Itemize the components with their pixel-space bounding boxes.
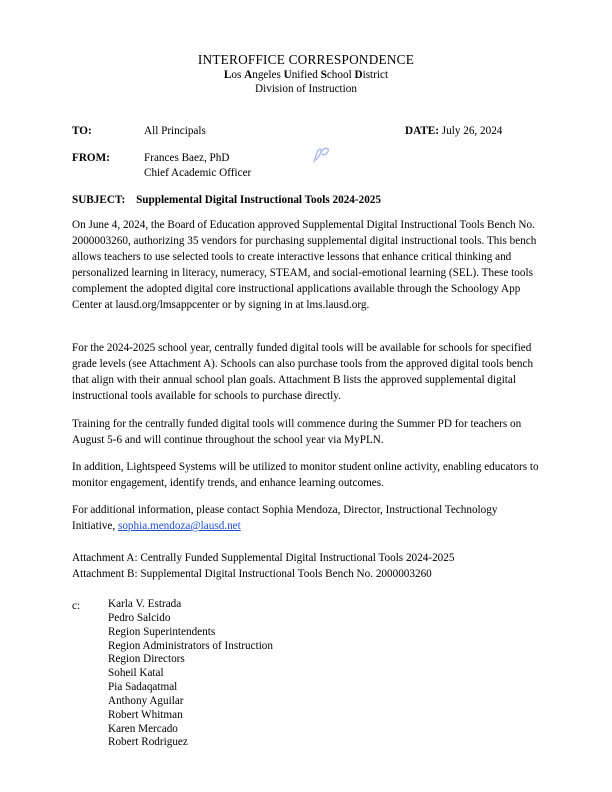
letterhead <box>0 52 612 96</box>
cc-names <box>108 598 368 750</box>
from-title: Chief Academic Officer <box>144 167 252 179</box>
to-label: TO: <box>72 125 92 137</box>
cc-name: Robert Rodriguez <box>108 736 188 749</box>
org-word: os <box>231 69 245 81</box>
body-paragraph-2: For the 2024-2025 school year, centrally funded digital tools will be available for schools for specified grade levels (see Attachment A). Schools can also purchase tools from the approved digital tools bench that align with their annual school plan goals. Attachment B lists the approved supplemental digital instructional tools available for schools to purchase directly. <box>72 342 534 402</box>
body-paragraph-5 <box>72 502 542 534</box>
org-letter: U <box>283 69 292 81</box>
to-value: All Principals <box>144 125 206 137</box>
date-value: July 26, 2024 <box>441 125 503 137</box>
date-label: DATE: <box>405 125 439 137</box>
subject-label: SUBJECT: <box>72 194 126 206</box>
cc-label: c: <box>72 600 81 612</box>
signature-icon <box>311 144 333 166</box>
org-word: nified <box>291 69 321 81</box>
cc-name: Karla V. Estrada <box>108 598 182 610</box>
date-row <box>405 123 502 139</box>
org-letter: D <box>354 69 363 81</box>
body-paragraph-4: In addition, Lightspeed Systems will be utilized to monitor student online activity, enabling educators to monitor engagement, identify trends, and enhance learning outcomes. <box>72 461 539 489</box>
body-paragraph-3: Training for the centrally funded digital tools will commence during the Summer PD for teachers on August 5-6 and will continue throughout the school year via MyPLN. <box>72 418 522 446</box>
org-word: chool <box>326 69 355 81</box>
cc-name: Robert Whitman <box>108 708 183 721</box>
cc-name: Soheil Katal <box>108 667 164 680</box>
cc-name: Anthony Aguilar <box>108 694 184 707</box>
body-paragraph-1: On June 4, 2024, the Board of Education approved Supplemental Digital Instructional Tools Bench No. 2000003260, authorizing 35 vendors for purchasing supplemental digital instructional tools. This bench allows teachers to use selected tools to create interactive lessons that enhance critical thinking and personalized learning in literacy, numeracy, STEAM, and social-emotional learning (SEL). These tools complement the adopted digital core instructional applications available through the Schoology App Center at lausd.org/lmsappcenter or by signing in at lms.lausd.org. <box>72 219 537 311</box>
cc-name: Pedro Salcido <box>108 611 171 624</box>
cc-name: Karen Mercado <box>108 722 178 735</box>
contact-email-link[interactable]: sophia.mendoza@lausd.net <box>117 520 241 532</box>
attachment-a: Attachment A: Centrally Funded Supplemental Digital Instructional Tools 2024-2025 <box>72 552 455 564</box>
org-letter: L <box>223 69 232 81</box>
cc-name: Region Directors <box>108 653 185 666</box>
district-name <box>0 68 612 82</box>
subject-line <box>72 192 381 208</box>
org-letter: S <box>320 69 327 81</box>
memo-title: INTEROFFICE CORRESPONDENCE <box>197 52 415 67</box>
subject-value: Supplemental Digital Instructional Tools 2024-2025 <box>136 194 381 206</box>
division-name: Division of Instruction <box>255 83 357 95</box>
cc-name: Pia Sadaqatmal <box>108 681 178 694</box>
cc-name: Region Administrators of Instruction <box>108 639 273 652</box>
org-letter: A <box>244 69 253 81</box>
cc-name: Region Superintendents <box>108 625 216 638</box>
org-word: istrict <box>362 69 389 81</box>
org-word: ngeles <box>252 69 284 81</box>
contact-text: For additional information, please contact Sophia Mendoza, Director, Instructional Technology Initiative, <box>72 504 498 532</box>
from-label: FROM: <box>72 152 110 164</box>
attachment-b: Attachment B: Supplemental Digital Instructional Tools Bench No. 2000003260 <box>72 568 432 580</box>
from-name: Frances Baez, PhD <box>144 152 230 164</box>
